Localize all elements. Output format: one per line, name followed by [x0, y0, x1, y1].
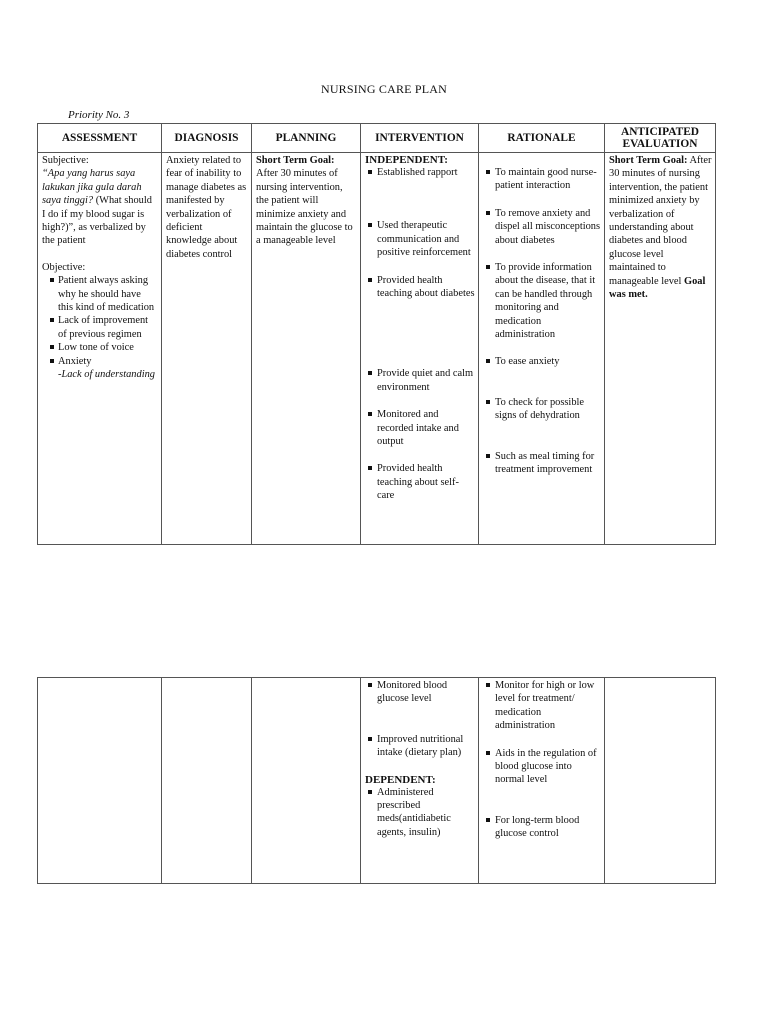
evaluation-goal-label: Short Term Goal: [609, 155, 688, 166]
priority-label: Priority No. 3 [68, 109, 130, 121]
rationale-cell [479, 153, 605, 545]
care-plan-table-continued [37, 677, 716, 884]
list-item: Monitored and recorded intake and output [365, 408, 475, 448]
evaluation-cell [605, 153, 716, 545]
intervention-list [365, 166, 475, 503]
header-assessment: ASSESSMENT [38, 124, 162, 153]
subjective-label: Subjective: [42, 155, 89, 166]
evaluation-text: After 30 minutes of nursing intervention, the patient minimized anxiety by verbalization of understanding about diabetes and blood glucose level maintained to manageable level [609, 155, 712, 287]
subjective-quote-rest: (What should I do if my blood sugar is high?)”, as verbalized by the patient [42, 195, 152, 247]
intervention-list [365, 679, 475, 760]
header-evaluation: ANTICIPATED EVALUATION [605, 124, 716, 153]
assessment-cell-empty [38, 678, 162, 884]
planning-text: After 30 minutes of nursing intervention, the patient will minimize anxiety and maintain the glucose to a manageable level [256, 168, 353, 247]
objective-label: Objective: [42, 261, 86, 273]
diagnosis-cell-empty [162, 678, 252, 884]
list-item: To provide information about the disease, that it can be handled through monitoring and medication administration [483, 261, 601, 341]
list-item: For long-term blood glucose control [483, 814, 601, 841]
header-planning: PLANNING [252, 124, 361, 153]
header-diagnosis: DIAGNOSIS [162, 124, 252, 153]
list-item: Improved nutritional intake (dietary plan) [365, 733, 475, 760]
diagnosis-text: Anxiety related to fear of inability to manage diabetes as manifested by verbalization of deficient knowledge about diabetes control [166, 155, 247, 260]
table-header-row [38, 124, 716, 153]
list-item: Monitor for high or low level for treatment/ medication administration [483, 679, 601, 733]
objective-list [42, 274, 158, 368]
header-rationale: RATIONALE [479, 124, 605, 153]
care-plan-table [37, 123, 716, 545]
subjective-quote-italic: “Apa yang harus saya lakukan jika gula darah saya tinggi? [42, 168, 142, 207]
rationale-list [483, 679, 601, 841]
dependent-label: DEPENDENT: [365, 773, 436, 786]
evaluation-result: Goal was met. [609, 275, 706, 301]
dependent-list [365, 786, 475, 840]
list-item: Low tone of voice [44, 341, 158, 354]
list-item: Administered prescribed meds(antidiabetic agents, insulin) [365, 786, 475, 840]
planning-cell-empty [252, 678, 361, 884]
list-item: Established rapport [365, 166, 475, 179]
rationale-cell [479, 678, 605, 884]
header-intervention: INTERVENTION [361, 124, 479, 153]
list-item: To ease anxiety [483, 355, 601, 368]
intervention-cell [361, 678, 479, 884]
list-item: Used therapeutic communication and positive reinforcement [365, 219, 475, 259]
diagnosis-cell [162, 153, 252, 545]
list-item: Anxiety [44, 355, 158, 368]
list-item: To maintain good nurse-patient interaction [483, 166, 601, 193]
table-row [38, 153, 716, 545]
list-item: Patient always asking why he should have this kind of medication [44, 274, 158, 314]
list-item: Aids in the regulation of blood glucose into normal level [483, 747, 601, 787]
anxiety-subnote: -Lack of understanding [58, 369, 155, 381]
list-item: To check for possible signs of dehydration [483, 396, 601, 423]
planning-goal-label: Short Term Goal: [256, 155, 335, 166]
evaluation-cell-empty [605, 678, 716, 884]
independent-label: INDEPENDENT: [365, 154, 448, 166]
planning-cell [252, 153, 361, 545]
list-item: Provide quiet and calm environment [365, 367, 475, 394]
list-item: Provided health teaching about self-care [365, 462, 475, 502]
list-item: Monitored blood glucose level [365, 679, 475, 706]
list-item: To remove anxiety and dispel all misconceptions about diabetes [483, 207, 601, 247]
assessment-cell [38, 153, 162, 545]
rationale-list [483, 166, 601, 477]
list-item: Lack of improvement of previous regimen [44, 314, 158, 341]
page-title: NURSING CARE PLAN [320, 82, 448, 96]
table-row [38, 678, 716, 884]
list-item: Such as meal timing for treatment improvement [483, 450, 601, 477]
list-item: Provided health teaching about diabetes [365, 274, 475, 301]
intervention-cell [361, 153, 479, 545]
